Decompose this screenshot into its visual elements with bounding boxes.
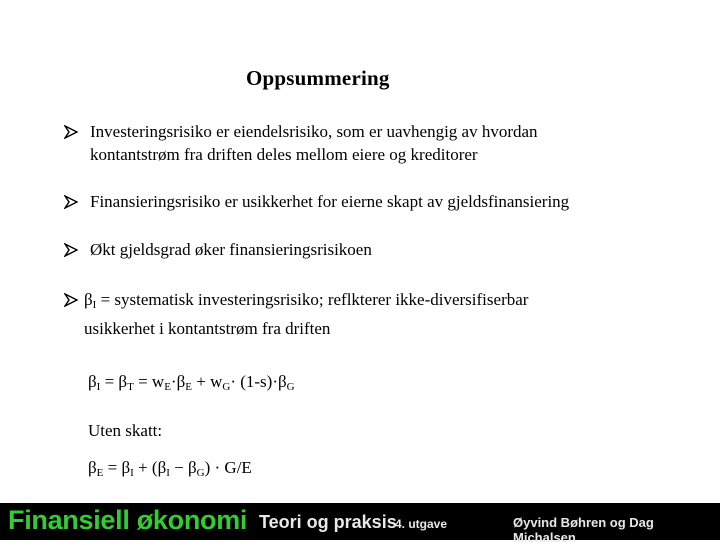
- arrow-bullet-icon: [64, 288, 80, 311]
- subscript: I: [96, 381, 101, 393]
- bullet-text: [90, 238, 666, 261]
- formula-beta-e: [88, 458, 252, 479]
- arrow-bullet-icon: [64, 120, 80, 143]
- beta-symbol: β: [157, 458, 167, 477]
- subscript: E: [164, 381, 171, 393]
- formula-beta-i: [88, 372, 295, 393]
- subscript: I: [130, 467, 134, 479]
- subscript: G: [286, 381, 295, 393]
- formula-text: · (1-s)·: [230, 372, 278, 391]
- beta-symbol: β: [176, 372, 186, 391]
- beta-symbol: β: [277, 372, 287, 391]
- arrow-bullet-icon: [64, 190, 80, 213]
- bullet-line: usikkerhet i kontantstrøm fra driften: [84, 319, 331, 338]
- bullet-line: kontantstrøm fra driften deles mellom eiere og kreditorer: [90, 145, 478, 164]
- formula-text: ·: [170, 372, 177, 391]
- bullet-item: [66, 238, 666, 261]
- footer-authors: Øyvind Bøhren og Dag Michalsen: [513, 515, 654, 545]
- subscript: E: [185, 381, 192, 393]
- bullet-line: [84, 288, 666, 317]
- bullet-line-rest: = systematisk investeringsrisiko; reflkterer ikke-diversifiserbar: [96, 290, 529, 309]
- bullet-text: [84, 288, 666, 340]
- beta-symbol: β: [121, 458, 131, 477]
- footer-edition: 4. utgave: [395, 517, 448, 531]
- beta-symbol: β: [84, 290, 93, 309]
- bullet-line: Finansieringsrisiko er usikkerhet for eierne skapt av gjeldsfinansiering: [90, 192, 570, 211]
- footer-subtitle: Teori og praksis: [259, 512, 397, 532]
- bullet-line: Investeringsrisiko er eiendelsrisiko, som er uavhengig av hvordan: [90, 122, 538, 141]
- uten-skatt-label: Uten skatt:: [88, 421, 163, 440]
- beta-symbol: β: [88, 458, 97, 477]
- subscript: I: [92, 299, 97, 311]
- beta-symbol: β: [187, 458, 197, 477]
- formula-text: −: [169, 458, 188, 477]
- formula-text: + w: [191, 372, 223, 391]
- formula-text: ) · G/E: [204, 458, 252, 477]
- beta-symbol: β: [88, 372, 97, 391]
- bullet-item: [66, 288, 666, 340]
- subscript: E: [96, 467, 104, 479]
- formula-text: + (: [133, 458, 158, 477]
- arrow-bullet-icon: [64, 238, 80, 261]
- bullet-item: [66, 190, 666, 213]
- formula-text: =: [103, 458, 122, 477]
- subscript: I: [166, 467, 170, 479]
- bullet-text: [90, 120, 666, 166]
- formula-text: = w: [133, 372, 165, 391]
- subscript: G: [222, 381, 231, 393]
- footer-brand: Finansiell økonomi: [8, 505, 248, 535]
- bullet-line: Økt gjeldsgrad øker finansieringsrisikoen: [90, 240, 372, 259]
- beta-symbol: β: [118, 372, 128, 391]
- formula-text: =: [100, 372, 119, 391]
- footer-bar: [0, 503, 720, 545]
- subscript: G: [196, 467, 205, 479]
- slide-title: Oppsummering: [246, 66, 390, 90]
- bullet-item: [66, 120, 666, 166]
- bullet-text: [90, 190, 666, 213]
- subscript: T: [127, 381, 134, 393]
